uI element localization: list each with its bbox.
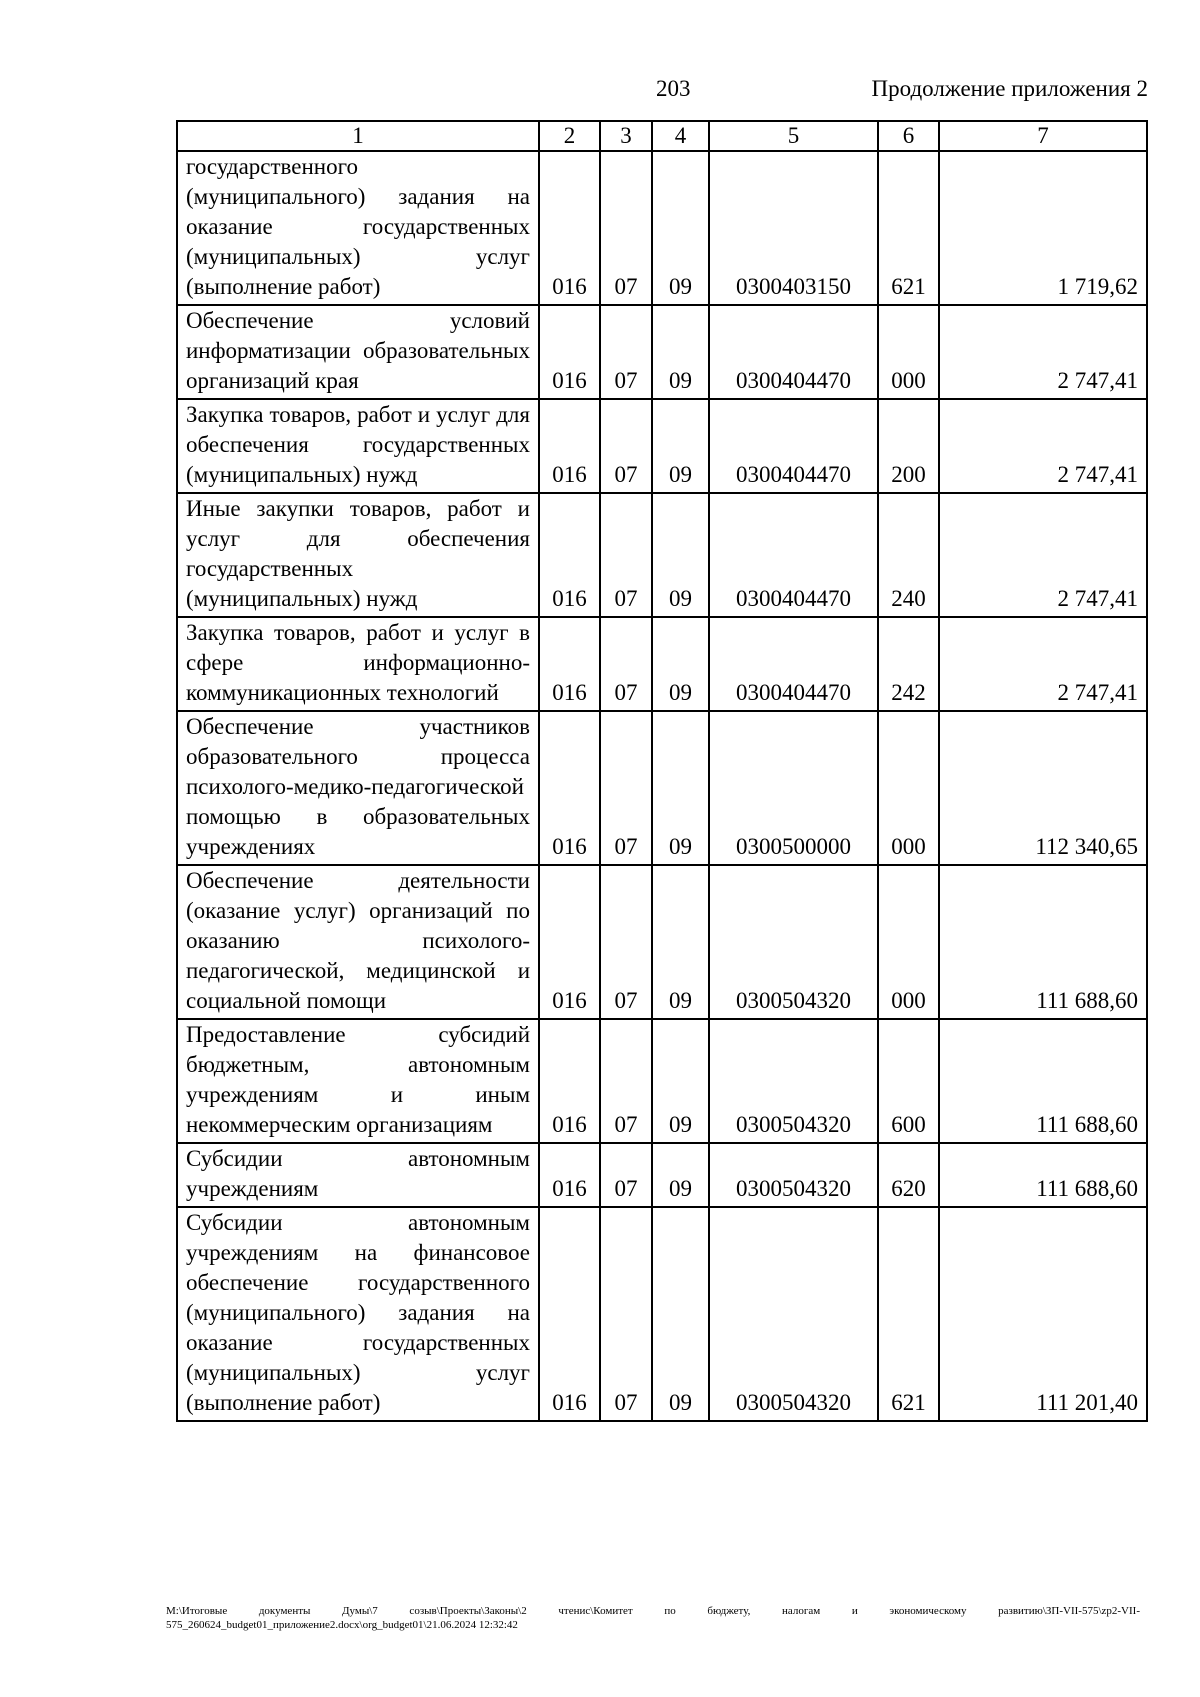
amount: 112 340,65 [939,711,1147,865]
ministry-code: 016 [539,305,600,399]
subsection-code: 09 [652,399,709,493]
row-name: государственного (муниципального) задания на оказание государственных (муниципальных) услуг (выполнение работ) [177,151,539,305]
header-row [177,121,1147,151]
page-number: 203 [656,76,691,101]
section-code: 07 [600,865,652,1019]
target-article-code: 0300504320 [709,1143,878,1207]
subsection-code: 09 [652,151,709,305]
target-article-code: 0300404470 [709,617,878,711]
target-article-code: 0300504320 [709,865,878,1019]
row-name: Обеспечение условий информатизации образовательных организаций края [177,305,539,399]
section-code: 07 [600,1019,652,1143]
target-article-code: 0300500000 [709,711,878,865]
column-header: 5 [709,121,878,151]
ministry-code: 016 [539,617,600,711]
budget-table [176,120,1148,1422]
expense-type-code: 000 [878,865,939,1019]
ministry-code: 016 [539,493,600,617]
table-row [177,1207,1147,1421]
column-header: 2 [539,121,600,151]
expense-type-code: 240 [878,493,939,617]
subsection-code: 09 [652,865,709,1019]
ministry-code: 016 [539,1019,600,1143]
section-code: 07 [600,399,652,493]
section-code: 07 [600,711,652,865]
expense-type-code: 200 [878,399,939,493]
expense-type-code: 242 [878,617,939,711]
target-article-code: 0300404470 [709,399,878,493]
table-row [177,711,1147,865]
row-name: Субсидии автономным учреждениям [177,1143,539,1207]
table-row [177,865,1147,1019]
amount: 2 747,41 [939,493,1147,617]
subsection-code: 09 [652,493,709,617]
subsection-code: 09 [652,617,709,711]
continuation-caption: Продолжение приложения 2 [871,76,1148,101]
amount: 111 688,60 [939,865,1147,1019]
target-article-code: 0300504320 [709,1019,878,1143]
ministry-code: 016 [539,151,600,305]
table-row [177,151,1147,305]
table-row [177,1019,1147,1143]
table-row [177,399,1147,493]
column-header: 6 [878,121,939,151]
ministry-code: 016 [539,865,600,1019]
expense-type-code: 000 [878,305,939,399]
amount: 111 688,60 [939,1143,1147,1207]
amount: 111 201,40 [939,1207,1147,1421]
expense-type-code: 600 [878,1019,939,1143]
amount: 2 747,41 [939,399,1147,493]
amount: 2 747,41 [939,305,1147,399]
section-code: 07 [600,493,652,617]
target-article-code: 0300504320 [709,1207,878,1421]
subsection-code: 09 [652,1207,709,1421]
section-code: 07 [600,151,652,305]
section-code: 07 [600,1143,652,1207]
expense-type-code: 621 [878,151,939,305]
column-header: 4 [652,121,709,151]
ministry-code: 016 [539,399,600,493]
amount: 1 719,62 [939,151,1147,305]
table-row [177,305,1147,399]
expense-type-code: 621 [878,1207,939,1421]
amount: 2 747,41 [939,617,1147,711]
row-name: Обеспечение участников образовательного процесса психолого-медико-педагогической помощью в образовательных учреждениях [177,711,539,865]
table-row [177,617,1147,711]
subsection-code: 09 [652,1019,709,1143]
ministry-code: 016 [539,711,600,865]
target-article-code: 0300403150 [709,151,878,305]
document-path-footer: М:\Итоговые документы Думы\7 созыв\Проекты\Законы\2 чтенис\Комитет по бюджету, налогам и экономическому развитию\ЗП-VII-575\zp2-VII-575_260624_budget01_приложение2.docx\org_budget01\21.06.2024 12:32:42 [166,1605,1140,1631]
subsection-code: 09 [652,1143,709,1207]
row-name: Обеспечение деятельности (оказание услуг) организаций по оказанию психолого-педагогической, медицинской и социальной помощи [177,865,539,1019]
section-code: 07 [600,1207,652,1421]
row-name: Субсидии автономным учреждениям на финансовое обеспечение государственного (муниципального) задания на оказание государственных (муниципальных) услуг (выполнение работ) [177,1207,539,1421]
section-code: 07 [600,617,652,711]
ministry-code: 016 [539,1207,600,1421]
subsection-code: 09 [652,711,709,865]
expense-type-code: 000 [878,711,939,865]
table-row [177,1143,1147,1207]
amount: 111 688,60 [939,1019,1147,1143]
column-header: 7 [939,121,1147,151]
target-article-code: 0300404470 [709,305,878,399]
target-article-code: 0300404470 [709,493,878,617]
row-name: Предоставление субсидий бюджетным, автономным учреждениям и иным некоммерческим организациям [177,1019,539,1143]
column-header: 1 [177,121,539,151]
subsection-code: 09 [652,305,709,399]
row-name: Закупка товаров, работ и услуг в сфере информационно-коммуникационных технологий [177,617,539,711]
expense-type-code: 620 [878,1143,939,1207]
table-row [177,493,1147,617]
section-code: 07 [600,305,652,399]
row-name: Закупка товаров, работ и услуг для обеспечения государственных (муниципальных) нужд [177,399,539,493]
column-header: 3 [600,121,652,151]
row-name: Иные закупки товаров, работ и услуг для обеспечения государственных (муниципальных) нужд [177,493,539,617]
ministry-code: 016 [539,1143,600,1207]
